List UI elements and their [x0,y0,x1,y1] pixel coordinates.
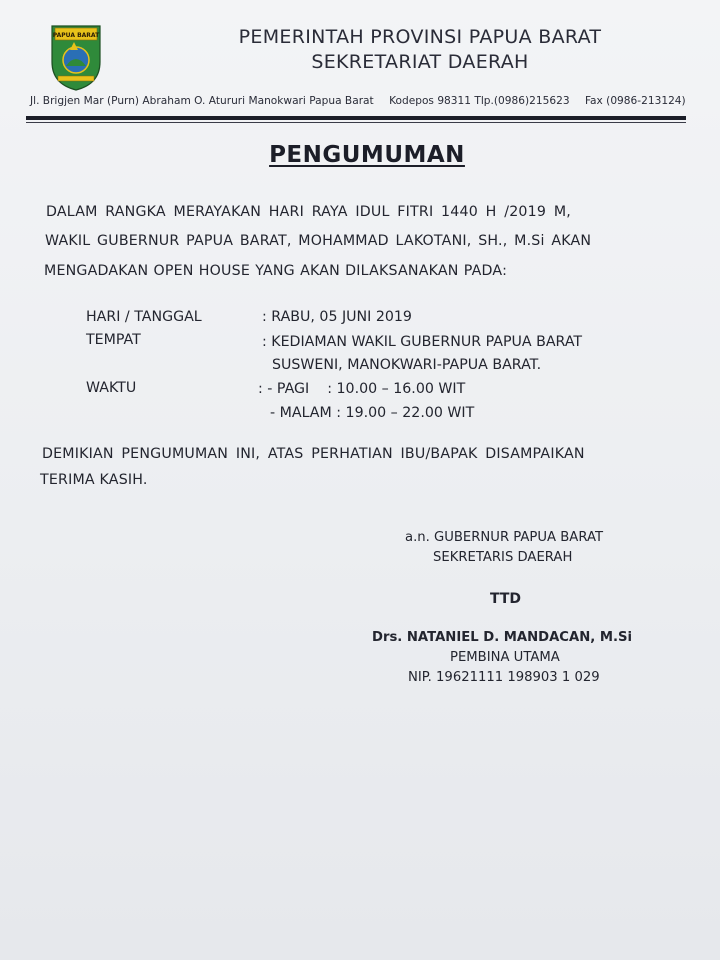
svg-text:PAPUA BARAT: PAPUA BARAT [52,32,100,39]
letterhead-address [30,95,690,107]
signatory-nip: NIP. 19621111 198903 1 029 [408,670,600,685]
time-morning: : - PAGI : 10.00 – 16.00 WIT [258,381,466,397]
letterhead-rule-thin [26,122,686,123]
government-name: PEMERINTAH PROVINSI PAPUA BARAT [238,26,602,48]
letterhead-rule-thick [26,116,686,120]
body-line-1: DALAM RANGKA MERAYAKAN HARI RAYA IDUL FITRI 1440 H /2019 M, [46,204,571,220]
closing-line-2: TERIMA KASIH. [40,472,148,488]
signature-on-behalf: a.n. GUBERNUR PAPUA BARAT [405,530,603,545]
time-evening: - MALAM : 19.00 – 22.00 WIT [270,405,475,421]
signature-role: SEKRETARIS DAERAH [433,550,573,565]
signatory-rank: PEMBINA UTAMA [450,650,560,665]
place-label: TEMPAT [86,332,141,348]
street-address: Jl. Brigjen Mar (Purn) Abraham O. Atururi Manokwari Papua Barat [30,95,374,107]
papua-barat-emblem [48,22,104,92]
signature-ttd: TTD [490,591,522,607]
place-value-line-2: SUSWENI, MANOKWARI-PAPUA BARAT. [272,357,542,373]
time-label: WAKTU [86,380,137,396]
body-line-2: WAKIL GUBERNUR PAPUA BARAT, MOHAMMAD LAKOTANI, SH., M.Si AKAN [45,233,592,249]
closing-line-1: DEMIKIAN PENGUMUMAN INI, ATAS PERHATIAN IBU/BAPAK DISAMPAIKAN [42,446,585,462]
secretariat-name: SEKRETARIAT DAERAH [311,51,529,73]
document-title: PENGUMUMAN [269,142,465,168]
day-date-value: : RABU, 05 JUNI 2019 [262,309,412,325]
signatory-name: Drs. NATANIEL D. MANDACAN, M.Si [372,630,632,645]
fax-number: Fax (0986-213124) [584,95,686,107]
day-date-label: HARI / TANGGAL [86,309,202,325]
postal-phone: Kodepos 98311 Tlp.(0986)215623 [389,95,570,107]
body-line-3: MENGADAKAN OPEN HOUSE YANG AKAN DILAKSANAKAN PADA: [44,263,508,279]
place-value-line-1: : KEDIAMAN WAKIL GUBERNUR PAPUA BARAT [262,334,583,350]
